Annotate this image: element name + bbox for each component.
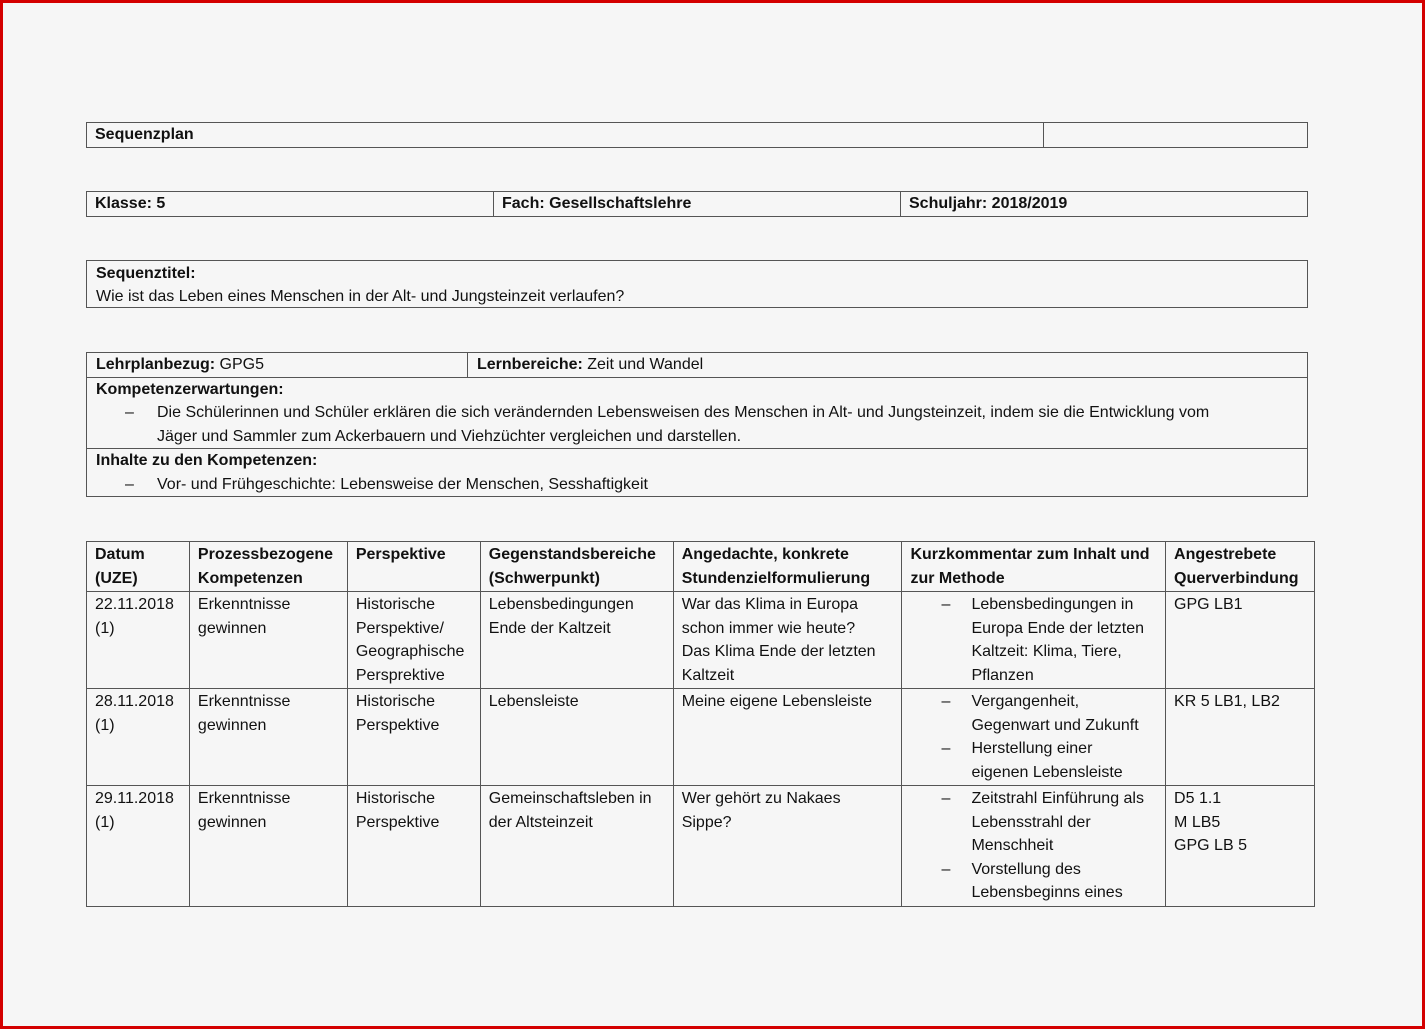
kommentar-list-item: – Lebensbedingungen in Europa Ende der letzten Kaltzeit: Klima, Tiere, Pflanzen bbox=[941, 596, 1145, 684]
sequenztitel-box bbox=[86, 260, 1308, 308]
cell-querverbindung: D5 1.1 M LB5 GPG LB 5 bbox=[1166, 786, 1315, 907]
plan-table bbox=[86, 541, 1315, 907]
klasse-cell: Klasse: 5 bbox=[87, 192, 494, 217]
sequenzplan-table bbox=[86, 122, 1308, 148]
table-row bbox=[87, 592, 1315, 689]
fach-cell: Fach: Gesellschaftslehre bbox=[494, 192, 901, 217]
lehrplanbezug-cell: Lehrplanbezug: GPG5 bbox=[87, 353, 468, 378]
kommentar-list-item: – Vorstellung des Lebensbeginns eines bbox=[941, 860, 1123, 901]
header-datum: Datum (UZE) bbox=[87, 542, 190, 592]
cell-gegenstand: Lebensbedingungen Ende der Kaltzeit bbox=[480, 592, 673, 689]
header-gegenstand: Gegenstandsbereiche (Schwerpunkt) bbox=[480, 542, 673, 592]
cell-kommentar bbox=[902, 786, 1166, 907]
sequenztitel-text: Wie ist das Leben eines Menschen in der Alt- und Jungsteinzeit verlaufen? bbox=[96, 288, 625, 305]
schuljahr-cell: Schuljahr: 2018/2019 bbox=[901, 192, 1308, 217]
inhalte-list-item: – Vor- und Frühgeschichte: Lebensweise der Menschen, Sesshaftigkeit bbox=[125, 475, 648, 493]
sequenzplan-empty-cell bbox=[1044, 123, 1308, 148]
kommentar-list-item: – Herstellung einer eigenen Lebensleiste bbox=[941, 740, 1123, 781]
cell-datum: 29.11.2018 (1) bbox=[87, 786, 190, 907]
inhalte-cell: Inhalte zu den Kompetenzen: – Vor- und Frühgeschichte: Lebensweise der Menschen, Sesshaftigkeit bbox=[87, 449, 1308, 497]
cell-kompetenzen: Erkenntnisse gewinnen bbox=[189, 689, 347, 786]
lehrplan-table bbox=[86, 352, 1308, 497]
cell-kompetenzen: Erkenntnisse gewinnen bbox=[189, 786, 347, 907]
sequenzplan-label: Sequenzplan bbox=[87, 123, 1044, 148]
kommentar-list-item: – Vergangenheit, Gegenwart und Zukunft bbox=[941, 693, 1139, 734]
cell-datum: 22.11.2018 (1) bbox=[87, 592, 190, 689]
kompetenz-list-item: – Die Schülerinnen und Schüler erklären die sich verändernden Lebensweisen des Menschen in Alt- und Jungsteinzeit, indem sie die Entwicklung vom Jäger und Sammler zum Ackerbauern und Viehzüchter vergleichen und darstellen. bbox=[125, 404, 1210, 445]
cell-kommentar bbox=[902, 592, 1166, 689]
cell-perspektive: Historische Perspektive/ Geographische Persprektive bbox=[347, 592, 480, 689]
header-kompetenzen: Prozessbezogene Kompetenzen bbox=[189, 542, 347, 592]
cell-perspektive: Historische Perspektive bbox=[347, 689, 480, 786]
cell-datum: 28.11.2018 (1) bbox=[87, 689, 190, 786]
header-perspektive: Perspektive bbox=[347, 542, 480, 592]
cell-gegenstand: Gemeinschaftsleben in der Altsteinzeit bbox=[480, 786, 673, 907]
table-row bbox=[87, 786, 1315, 907]
lernbereiche-cell: Lernbereiche: Zeit und Wandel bbox=[468, 353, 1308, 378]
cell-perspektive: Historische Perspektive bbox=[347, 786, 480, 907]
cell-stundenziel: War das Klima in Europa schon immer wie heute? Das Klima Ende der letzten Kaltzeit bbox=[673, 592, 902, 689]
cell-kompetenzen: Erkenntnisse gewinnen bbox=[189, 592, 347, 689]
cell-stundenziel: Wer gehört zu Nakaes Sippe? bbox=[673, 786, 902, 907]
header-stundenziel: Angedachte, konkrete Stundenzielformulierung bbox=[673, 542, 902, 592]
kommentar-list-item: – Zeitstrahl Einführung als Lebensstrahl der Menschheit bbox=[941, 790, 1144, 854]
header-querverbindung: Angestrebete Querverbindung bbox=[1166, 542, 1315, 592]
cell-gegenstand: Lebensleiste bbox=[480, 689, 673, 786]
cell-querverbindung: KR 5 LB1, LB2 bbox=[1166, 689, 1315, 786]
cell-querverbindung: GPG LB1 bbox=[1166, 592, 1315, 689]
sequenztitel-label: Sequenztitel: bbox=[96, 265, 196, 282]
header-kommentar: Kurzkommentar zum Inhalt und zur Methode bbox=[902, 542, 1166, 592]
cell-kommentar bbox=[902, 689, 1166, 786]
kopf-table bbox=[86, 191, 1308, 217]
kompetenzerwartungen-cell: Kompetenzerwartungen: – Die Schülerinnen und Schüler erklären die sich verändernden Lebensweisen des Menschen in Alt- und Jungsteinzeit, indem sie die Entwicklung vom Jäger und Sammler zum Ackerbauern und Viehzüchter vergleichen und darstellen. bbox=[87, 377, 1308, 449]
cell-stundenziel: Meine eigene Lebensleiste bbox=[673, 689, 902, 786]
plan-header-row bbox=[87, 542, 1315, 592]
table-row bbox=[87, 689, 1315, 786]
